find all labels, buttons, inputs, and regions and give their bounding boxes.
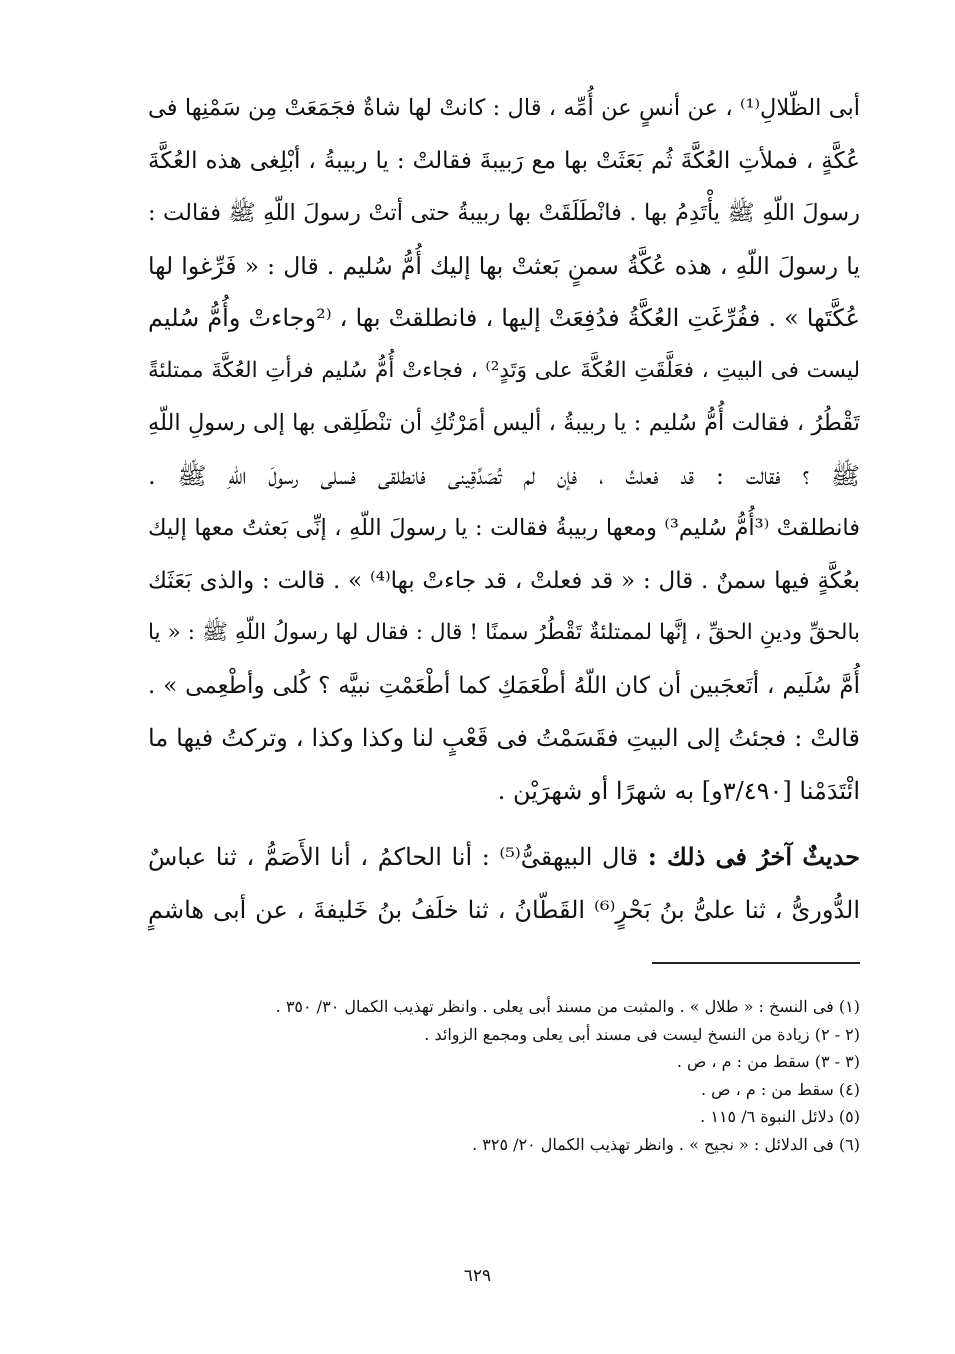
footnotes (200, 993, 860, 1158)
section-heading: حديثٌ آخرُ فى ذلك : (647, 842, 860, 871)
text-line: بعُكَّةٍ فيها سمنٌ . قال : « قد فعلتْ ، قد جاءتْ بها⁽⁴⁾ » . قالت : والذى بَعَثَك (148, 567, 860, 594)
footnote-divider (652, 962, 860, 964)
text-line: أُمَّ سُلَيم ، أتَعجَبين أن كان اللّهُ أطْعَمَكِ كما أطْعَمْتِ نبيَّه ؟ كُلى وأطْعِمى » . (148, 672, 860, 699)
text-line: عُكَّةٍ ، فملأتِ العُكَّةَ ثُم بَعَثَتْ بها مع رَبيبةَ فقالتْ : يا ربيبةُ ، أبْلِغى هذه العُكَّةَ (148, 147, 860, 174)
text-line: ليست فى البيتِ ، فعَلَّقَتِ العُكَّةَ على وَتَدٍ²⁾ ، فجاءتْ أُمُّ سُليم فرأتِ العُكَّةَ ممتلئةً (148, 357, 860, 383)
text-line: يا رسولَ اللّهِ ، هذه عُكَّةُ سمنٍ بَعثتْ بها إليك أُمُّ سُليم . قال : « فَرِّغوا لها (148, 251, 860, 280)
footnote: (٤) سقط من : م ، ص . (700, 1079, 860, 1099)
text-line: بالحقِّ ودينِ الحقِّ ، إنَّها لممتلئةٌ تَقْطُرُ سمنًا ! قال : فقال لها رسولُ اللّهِ ﷺ : « يا (148, 620, 860, 645)
page-number: ٦٢٩ (463, 1266, 492, 1286)
text-line: أبى الظّلالِ⁽¹⁾ ، عن أنسٍ عن أُمِّه ، قال : كانتْ لها شاةٌ فجَمَعَتْ مِن سَمْنِها فى (148, 95, 860, 121)
text-line: قالتْ : فجئتُ إلى البيتِ فقَسَمْتُ فى قَعْبٍ لنا وكذا وكذا ، وتركتُ فيها ما (148, 724, 860, 752)
footnote: (٢ - ٢) زيادة من النسخ ليست فى مسند أبى يعلى ومجمع الزوائد . (424, 1024, 860, 1044)
main-text (148, 82, 860, 936)
text-line: ﷺ ؟ فقالت : قد فعلتُ ، فإن لم تُصَدِّقِينى فانطلقى فسلى رسولَ اللّهِ ﷺ . (148, 461, 860, 490)
footnote: (٣ - ٣) سقط من : م ، ص . (676, 1052, 860, 1071)
text-line: رسولَ اللّهِ ﷺ يأْتَدِمُ بها . فانْطَلَقَتْ بها ربيبةُ حتى أتتْ رسولَ اللّهِ ﷺ فقالت : (148, 200, 860, 226)
text-line: الدُّورىُّ ، ثنا علىُّ بنُ بَحْرٍ⁽⁶⁾ القَطّانُ ، ثنا خلَفُ بنُ خَليفةَ ، عن أبى هاشمٍ (148, 895, 860, 924)
section-line-text: قال البيهقىُّ⁽⁵⁾ : أنا الحاكمُ ، أنا الأَصَمُّ ، ثنا عباسٌ (148, 843, 648, 871)
footnote: (١) فى النسخ : « طلال » . والمثبت من مسند أبى يعلى . وانظر تهذيب الكمال ٣٠/ ٣٥٠ . (275, 997, 860, 1016)
text-line: فانطلقتْ ⁽³أُمُّ سُليم³⁾ ومعها ربيبةُ فقالت : يا رسولَ اللّهِ ، إنِّى بَعثتُ معها إليك (148, 515, 860, 541)
footnote: (٦) فى الدلائل : « نجيح » . وانظر تهذيب الكمال ٢٠/ ٣٢٥ . (472, 1134, 860, 1154)
section-first-line (148, 831, 860, 884)
footnote: (٥) دلائل النبوة ٦/ ١١٥ . (700, 1107, 860, 1126)
text-line: ائْتَدَمْنا [٣/٤٩٠و] به شهرًا أو شهرَيْن . (497, 776, 860, 805)
text-line: عُكَّتَها » . ففُرِّغَتِ العُكَّةُ فدُفِعَتْ إليها ، فانطلقتْ بها ، ⁽²وجاءتْ وأُمُّ سُليم (148, 304, 860, 332)
text-line: تَقْطُرُ ، فقالت أُمُّ سُليم : يا ربيبةُ ، أليس أمَرْتُكِ أن تنْطَلِقى بها إلى رسولِ اللّهِ (148, 410, 860, 436)
